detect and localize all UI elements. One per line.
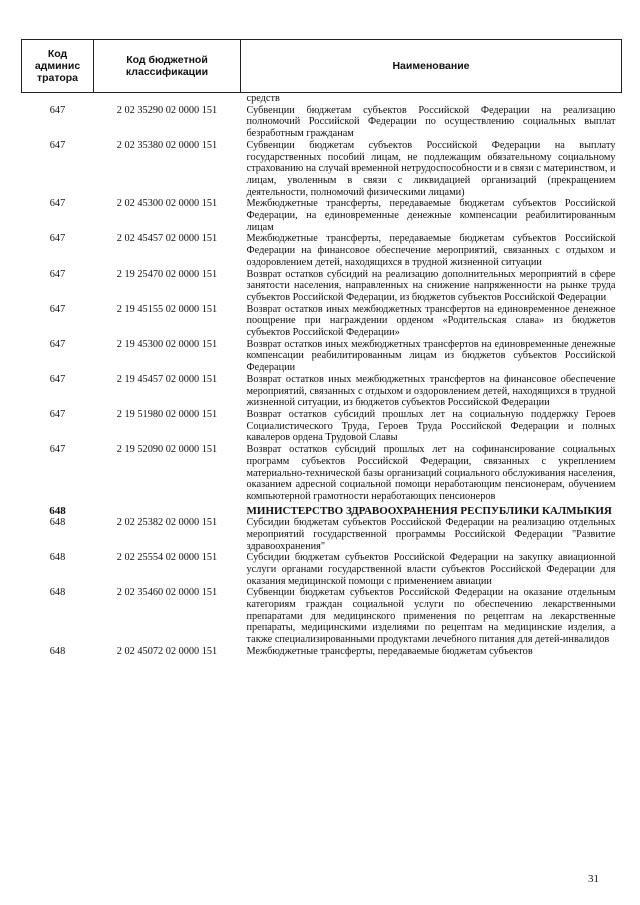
budget-code-cell: 2 19 52090 02 0000 151 bbox=[116, 444, 218, 456]
name-cell: Субсидии бюджетам субъектов Российской Федерации на закупку авиационной услуги органами государственной власти субъектов Российской Федерации для оказания медицинской помощи с применением авиации bbox=[246, 552, 616, 587]
admin-code-cell bbox=[22, 93, 94, 105]
admin-code-cell: 647 bbox=[49, 373, 66, 385]
admin-code-cell: 647 bbox=[49, 444, 66, 456]
table-header bbox=[22, 40, 622, 93]
budget-code-cell: 2 19 45457 02 0000 151 bbox=[116, 373, 218, 385]
table-row bbox=[22, 646, 622, 658]
name-cell: МИНИСТЕРСТВО ЗДРАВООХРАНЕНИЯ РЕСПУБЛИКИ КАЛМЫКИЯ bbox=[246, 504, 612, 517]
admin-code-cell: 647 bbox=[49, 104, 66, 116]
admin-code-cell: 648 bbox=[49, 552, 66, 564]
admin-code-cell: 648 bbox=[49, 645, 66, 657]
admin-code-cell: 647 bbox=[49, 338, 66, 350]
table-row bbox=[22, 517, 622, 552]
budget-code-cell: 2 19 51980 02 0000 151 bbox=[116, 408, 218, 420]
name-cell: Возврат остатков иных межбюджетных трансфертов на единовременные денежные компенсации реабилитированным лицам из бюджетов субъектов Российской Федерации bbox=[246, 338, 616, 374]
ministry-heading-row bbox=[22, 503, 622, 518]
name-cell: средств bbox=[246, 93, 280, 104]
table-row bbox=[22, 93, 622, 105]
admin-code-cell: 647 bbox=[49, 408, 66, 420]
table-row bbox=[22, 444, 622, 503]
name-cell: Межбюджетные трансферты, передаваемые бюджетам субъектов Российской Федерации, на единовременные денежные компенсации реабилитированным лицам bbox=[246, 198, 616, 233]
table-row bbox=[22, 409, 622, 444]
table-row bbox=[22, 198, 622, 233]
budget-code-cell: 2 02 35460 02 0000 151 bbox=[116, 587, 218, 599]
table-row bbox=[22, 105, 622, 140]
admin-code-cell: 647 bbox=[49, 233, 66, 245]
budget-code-cell: 2 19 45300 02 0000 151 bbox=[116, 338, 218, 350]
page-number: 31 bbox=[588, 873, 599, 885]
budget-code-cell bbox=[94, 503, 241, 518]
budget-code-cell: 2 02 25382 02 0000 151 bbox=[116, 517, 218, 529]
name-cell: Возврат остатков иных межбюджетных трансфертов на единовременное денежное поощрение при награждении орденом «Родительская слава» из бюджетов субъектов Российской Федерации» bbox=[246, 303, 616, 339]
admin-code-cell: 647 bbox=[49, 303, 66, 315]
admin-code-cell: 647 bbox=[49, 139, 66, 151]
budget-code-cell bbox=[94, 93, 241, 105]
name-cell: Субвенции бюджетам субъектов Российской Федерации на реализацию полномочий Российской Федерации по осуществлению социальных выплат безработным гражданам bbox=[246, 104, 616, 140]
admin-code-cell: 647 bbox=[49, 198, 66, 210]
budget-code-cell: 2 02 45457 02 0000 151 bbox=[116, 233, 218, 245]
table-body bbox=[22, 93, 622, 658]
budget-code-cell: 2 19 45155 02 0000 151 bbox=[116, 303, 218, 315]
name-cell: Возврат остатков субсидий на реализацию дополнительных мероприятий в сфере занятости населения, направленных на снижение напряженности на рынке труда субъектов Российской Федерации, из бюджетов субъектов Российской Федерации bbox=[246, 268, 616, 303]
name-cell: Межбюджетные трансферты, передаваемые бюджетам субъектов Российской Федерации на финансовое обеспечение мероприятий, связанных с отдыхом и оздоровлением детей, находящихся в трудной жизненной ситуации bbox=[246, 233, 616, 268]
table-row bbox=[22, 374, 622, 409]
admin-code-cell: 648 bbox=[49, 504, 66, 517]
name-cell: Субвенции бюджетам субъектов Российской Федерации на оказание отдельным категориям граждан социальной услуги по обеспечению лекарственными препаратами для медицинского применения по рецептам на лекарственные препараты, медицинскими изделиями по рецептам на медицинские изделия, а также специализированными продуктами лечебного питания для детей-инвалидов bbox=[246, 587, 616, 646]
header-budget-code: Код бюджетной классификации bbox=[94, 40, 241, 93]
header-admin-code: Код админис тратора bbox=[22, 40, 94, 93]
table-row bbox=[22, 339, 622, 374]
table-row bbox=[22, 304, 622, 339]
table-row bbox=[22, 552, 622, 587]
table-row bbox=[22, 233, 622, 268]
budget-code-cell: 2 02 35380 02 0000 151 bbox=[116, 139, 218, 151]
budget-code-cell: 2 19 25470 02 0000 151 bbox=[116, 268, 218, 280]
budget-classification-table bbox=[21, 39, 622, 658]
admin-code-cell: 648 bbox=[49, 517, 66, 529]
budget-code-cell: 2 02 35290 02 0000 151 bbox=[116, 104, 218, 116]
table-row bbox=[22, 587, 622, 646]
name-cell: Возврат остатков иных межбюджетных трансфертов на финансовое обеспечение мероприятий, связанных с отдыхом и оздоровлением детей, находящихся в трудной жизненной ситуации, из бюджетов субъектов Российской Федерации bbox=[246, 373, 616, 409]
budget-code-cell: 2 02 25554 02 0000 151 bbox=[116, 552, 218, 564]
header-name: Наименование bbox=[241, 40, 622, 93]
document-page bbox=[21, 39, 621, 658]
budget-code-cell: 2 02 45300 02 0000 151 bbox=[116, 198, 218, 210]
name-cell: Межбюджетные трансферты, передаваемые бюджетам субъектов bbox=[246, 645, 533, 657]
table-row bbox=[22, 140, 622, 199]
name-cell: Субвенции бюджетам субъектов Российской Федерации на выплату государственных пособий лицам, не подлежащим обязательному социальному страхованию на случай временной нетрудоспособности и в связи с материнством, и лицам, уволенным в связи с ликвидацией организаций (прекращением деятельности, полномочий физическими лицами) bbox=[246, 139, 616, 198]
name-cell: Субсидии бюджетам субъектов Российской Федерации на реализацию отдельных мероприятий государственной программы Российской Федерации "Развитие здравоохранения" bbox=[246, 517, 616, 552]
budget-code-cell: 2 02 45072 02 0000 151 bbox=[116, 645, 218, 657]
name-cell: Возврат остатков субсидий прошлых лет на софинансирование социальных программ субъектов Российской Федерации, связанных с укреплением материально-технической базы организаций социального обслуживания населения, оказанием адресной социальной помощи неработающим пенсионерам, обучением компьютерной грамотности неработающих пенсионеров bbox=[246, 444, 616, 502]
admin-code-cell: 648 bbox=[49, 587, 66, 599]
table-row bbox=[22, 269, 622, 304]
admin-code-cell: 647 bbox=[49, 268, 66, 280]
name-cell: Возврат остатков субсидий прошлых лет на социальную поддержку Героев Социалистического Труда, Героев Труда Российской Федерации и полных кавалеров ордена Трудовой Славы bbox=[246, 408, 616, 444]
